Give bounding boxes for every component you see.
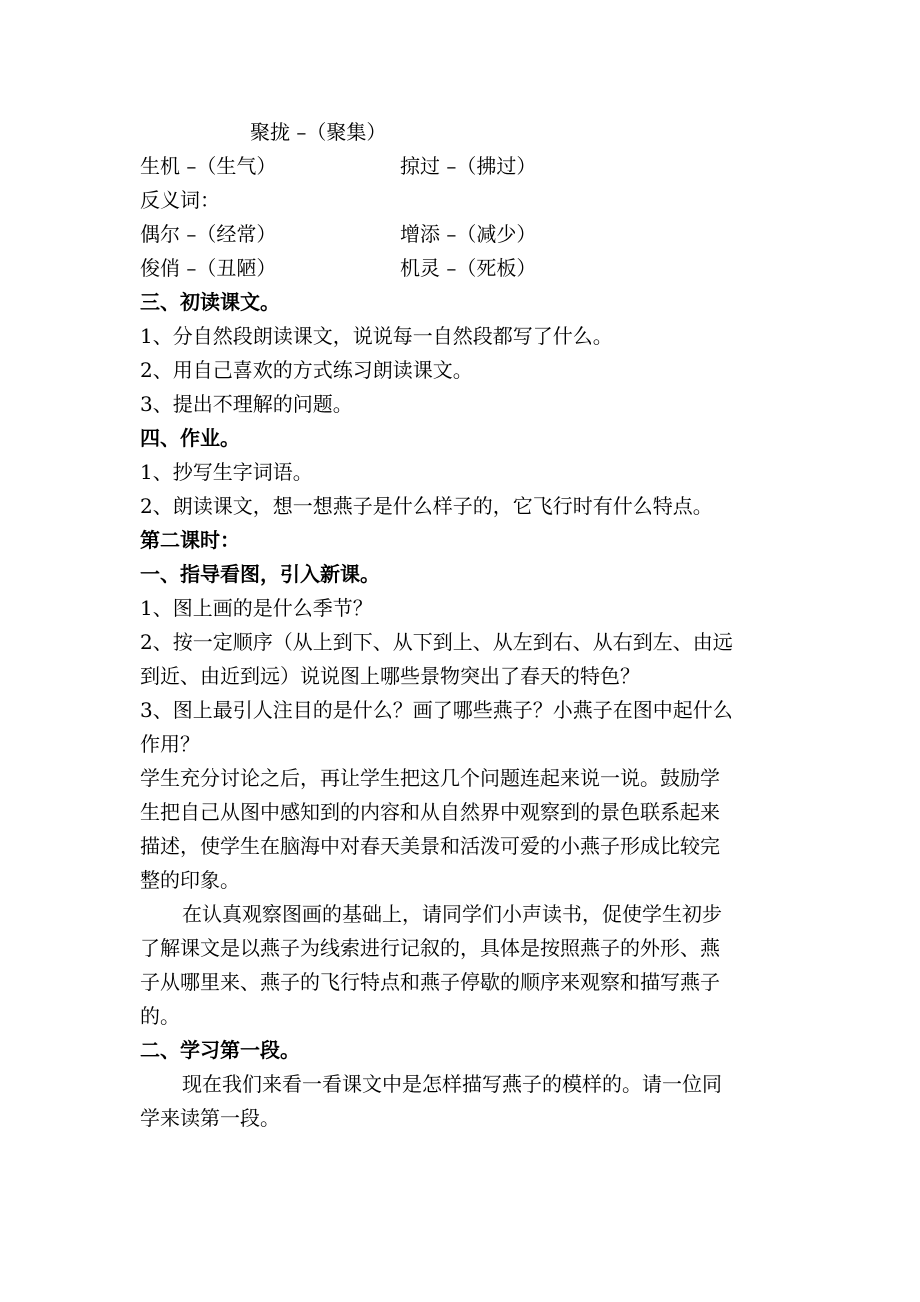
synonym-row-0: 聚拢 –（聚集） <box>250 120 387 144</box>
antonym-row-1-right: 增添 –（减少） <box>400 222 537 246</box>
question-3-line-1: 3、图上最引人注目的是什么？画了哪些燕子？小燕子在图中起什么 <box>140 698 733 722</box>
synonym-row-1-right: 掠过 –（拂过） <box>400 154 537 178</box>
section3-item-1: 1、分自然段朗读课文，说说每一自然段都写了什么。 <box>140 324 613 348</box>
paragraph-1-line-2: 生把自己从图中感知到的内容和从自然界中观察到的景色联系起来 <box>140 800 720 824</box>
section3-item-2: 2、用自己喜欢的方式练习朗读课文。 <box>140 358 473 382</box>
antonym-row-2-right: 机灵 –（死板） <box>400 256 537 280</box>
part2-paragraph-line-1: 现在我们来看一看课文中是怎样描写燕子的模样的。请一位同 <box>182 1072 722 1096</box>
antonym-row-1-left: 偶尔 –（经常） <box>140 222 277 246</box>
synonym-row-1 <box>140 154 760 178</box>
lesson2-heading: 第二课时： <box>140 528 240 552</box>
part2-paragraph-line-2: 学来读第一段。 <box>140 1106 280 1130</box>
section3-heading: 三、初读课文。 <box>140 290 280 314</box>
question-1: 1、图上画的是什么季节？ <box>140 596 373 620</box>
paragraph-2-line-4: 的。 <box>140 1004 180 1028</box>
antonym-row-1 <box>140 222 760 246</box>
question-3-line-2: 作用？ <box>140 732 200 756</box>
lesson2-part1-heading: 一、指导看图，引入新课。 <box>140 562 380 586</box>
paragraph-2-line-2: 了解课文是以燕子为线索进行记叙的，具体是按照燕子的外形、燕 <box>140 936 720 960</box>
paragraph-2-line-3: 子从哪里来、燕子的飞行特点和燕子停歇的顺序来观察和描写燕子 <box>140 970 720 994</box>
paragraph-2-line-1: 在认真观察图画的基础上，请同学们小声读书，促使学生初步 <box>182 902 722 926</box>
paragraph-1-line-3: 描述，使学生在脑海中对春天美景和活泼可爱的小燕子形成比较完 <box>140 834 720 858</box>
paragraph-1-line-1: 学生充分讨论之后，再让学生把这几个问题连起来说一说。鼓励学 <box>140 766 720 790</box>
question-2-line-2: 到近、由近到远）说说图上哪些景物突出了春天的特色？ <box>140 664 640 688</box>
antonyms-heading: 反义词： <box>140 188 220 212</box>
question-2-line-1: 2、按一定顺序（从上到下、从下到上、从左到右、从右到左、由远 <box>140 630 733 654</box>
section4-item-2: 2、朗读课文，想一想燕子是什么样子的，它飞行时有什么特点。 <box>140 494 713 518</box>
paragraph-1-line-4: 整的印象。 <box>140 868 240 892</box>
antonym-row-2 <box>140 256 760 280</box>
section4-heading: 四、作业。 <box>140 426 240 450</box>
lesson2-part2-heading: 二、学习第一段。 <box>140 1038 300 1062</box>
section4-item-1: 1、抄写生字词语。 <box>140 460 313 484</box>
synonym-row-1-left: 生机 –（生气） <box>140 154 277 178</box>
antonym-row-2-left: 俊俏 –（丑陋） <box>140 256 277 280</box>
section3-item-3: 3、提出不理解的问题。 <box>140 392 353 416</box>
